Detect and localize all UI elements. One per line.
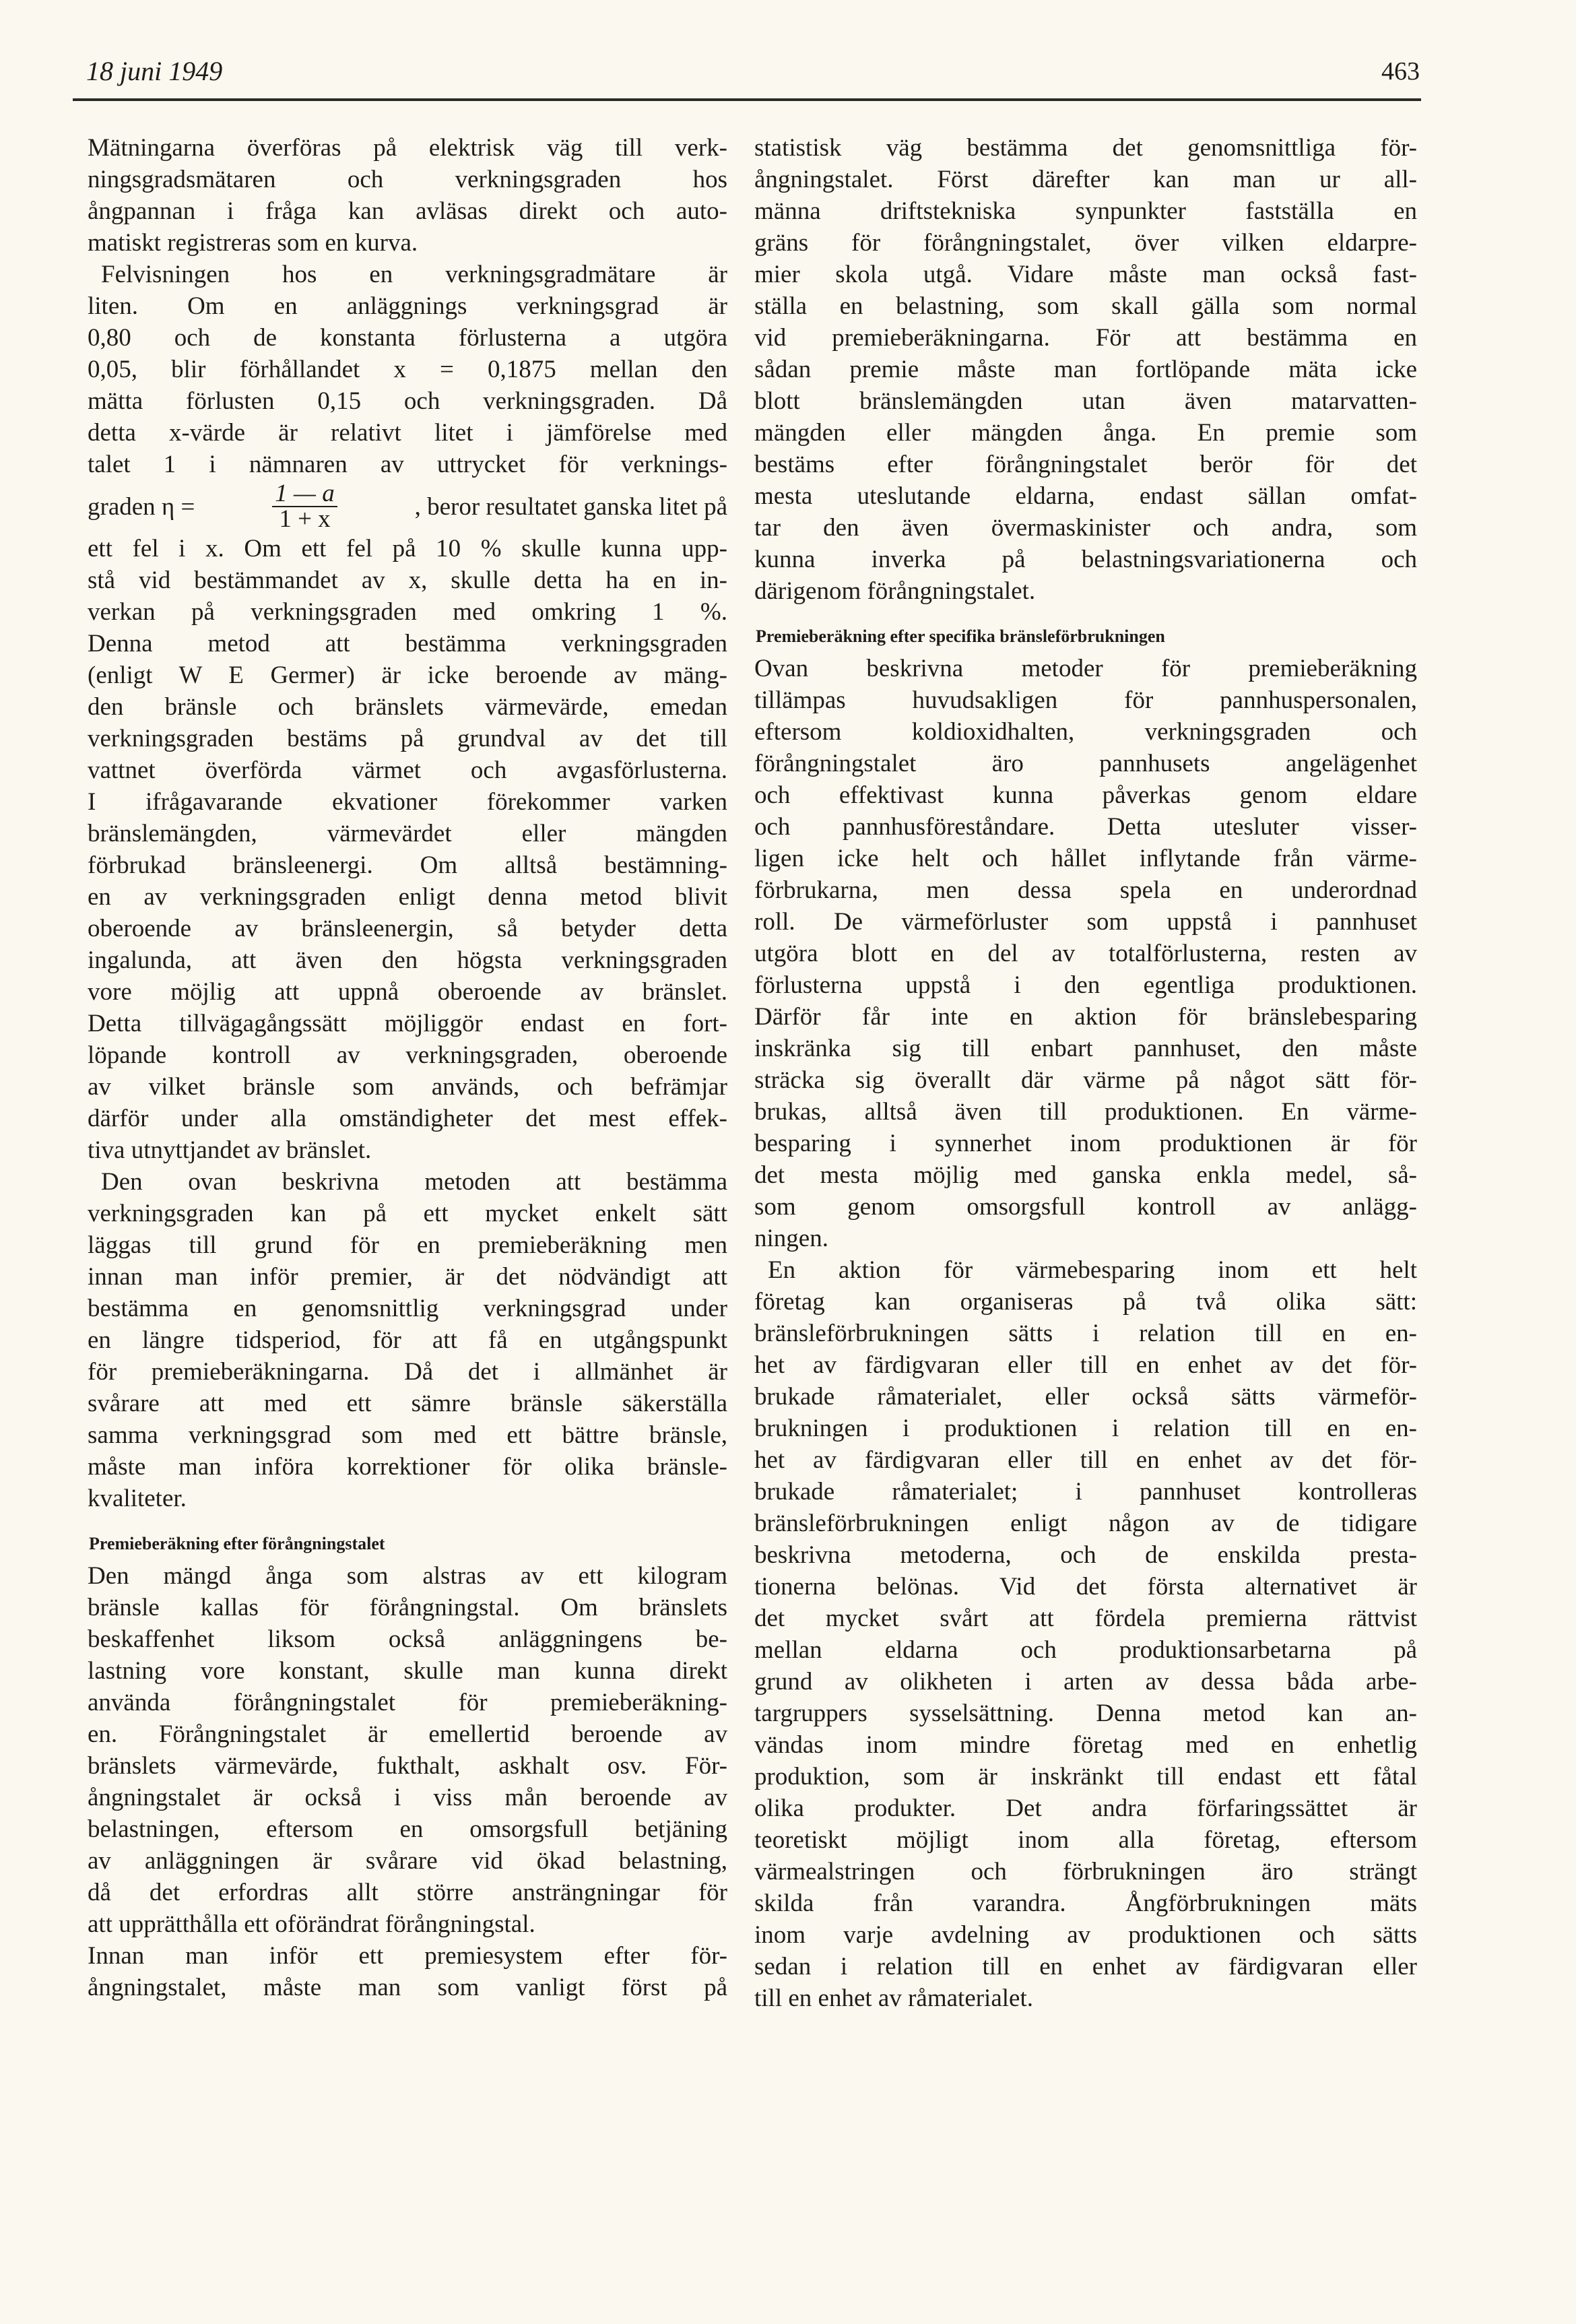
text-line: kvaliteter. <box>88 1485 187 1512</box>
text-line: av anläggningen är svårare vid ökad belastning, <box>88 1847 727 1875</box>
text-line: Mätningarna överföras på elektrisk väg till verk- <box>88 134 727 162</box>
text-line: brukningen i produktionen i relation till en en- <box>754 1415 1417 1442</box>
text-line: mätta förlusten 0,15 och verkningsgraden. Då <box>88 387 727 415</box>
text-line: sträcka sig överallt där värme på något sätt för- <box>754 1066 1417 1094</box>
text-line: bränslemängden, värmevärdet eller mängden <box>88 820 727 847</box>
text-line: sedan i relation till en enhet av färdigvaran eller <box>754 1953 1417 1980</box>
text-line: en av verkningsgraden enligt denna metod blivit <box>88 883 727 911</box>
text-line: Denna metod att bestämma verkningsgraden <box>88 630 727 657</box>
text-line: ångningstalet, måste man som vanligt först på <box>88 1974 727 2001</box>
text-line: ligen icke helt och hållet inflytande från värme- <box>754 845 1417 872</box>
text-line: mesta uteslutande eldarna, endast sällan omfat- <box>754 482 1417 510</box>
text-line: utgöra blott en del av totalförlusterna, resten av <box>754 940 1417 967</box>
text-line: (enligt W E Germer) är icke beroende av mäng- <box>88 661 727 689</box>
text-line: det mesta möjlig med ganska enkla medel, så- <box>754 1161 1417 1189</box>
text-line: verkningsgraden bestäms på grundval av det till <box>88 725 727 752</box>
text-line: av vilket bränsle som används, och befrämjar <box>88 1073 727 1101</box>
text-line: inom varje avdelning av produktionen och sätts <box>754 1921 1417 1949</box>
paragraph <box>754 1254 1417 2014</box>
text-line: bränsleförbrukningen sätts i relation till en en- <box>754 1320 1417 1347</box>
text-line: Detta tillvägagångssätt möjliggör endast en fort- <box>88 1010 727 1037</box>
text-line: Den ovan beskrivna metoden att bestämma <box>101 1168 727 1196</box>
text-line: förlusterna uppstå i den egentliga produktionen. <box>754 971 1417 999</box>
running-header-date: 18 juni 1949 <box>86 56 223 86</box>
text-line: förbrukarna, men dessa spela en underordnad <box>754 876 1417 904</box>
text-line: och pannhusföreståndare. Detta utesluter visser- <box>754 813 1417 841</box>
text-line: Felvisningen hos en verkningsgradmätare är <box>101 261 727 288</box>
text-line: roll. De värmeförluster som uppstå i pannhuset <box>754 908 1417 936</box>
text-line: brukade råmaterialet, eller också sätts värmeför- <box>754 1383 1417 1411</box>
text-line: vid premieberäkningarna. För att bestämma en <box>754 324 1417 352</box>
text-line: matiskt registreras som en kurva. <box>88 229 418 257</box>
text-line: ningsgradsmätaren och verkningsgraden hos <box>88 166 727 193</box>
text-line: vattnet överförda värmet och avgasförlusterna. <box>88 756 727 784</box>
text-line: måste man införa korrektioner för olika bränsle- <box>88 1453 727 1481</box>
text-line: bränsle kallas för förångningstal. Om bränslets <box>88 1594 727 1621</box>
text-line: tar den även övermaskinister och andra, som <box>754 514 1417 542</box>
text-line: ställa en belastning, som skall gälla som normal <box>754 292 1417 320</box>
text-line: 0,05, blir förhållandet x = 0,1875 mellan den <box>88 356 727 383</box>
text-line: skilda från varandra. Ångförbrukningen mäts <box>754 1890 1417 1917</box>
text-line: besparing i synnerhet inom produktionen är för <box>754 1130 1417 1157</box>
paragraph <box>88 132 727 259</box>
fraction-numerator: 1 — a <box>272 482 337 507</box>
left-column <box>88 132 727 2003</box>
text-line: 0,80 och de konstanta förlusterna a utgöra <box>88 324 727 352</box>
text-line: innan man inför premier, är det nödvändigt att <box>88 1263 727 1291</box>
text-line: att upprätthålla ett oförändrat förångningstal. <box>88 1910 535 1938</box>
text-line: mellan eldarna och produktionsarbetarna på <box>754 1636 1417 1664</box>
text-line: vore möjlig att uppnå oberoende av bränslet. <box>88 978 727 1006</box>
text-line: blott bränslemängden utan även matarvatten- <box>754 387 1417 415</box>
page-number: 463 <box>1381 57 1420 86</box>
text-line: Den mängd ånga som alstras av ett kilogram <box>88 1562 727 1590</box>
paragraph <box>754 653 1417 1254</box>
text-line: statistisk väg bestämma det genomsnittliga för- <box>754 134 1417 162</box>
text-line: därför under alla omständigheter det mest effek- <box>88 1105 727 1132</box>
text-line: kunna inverka på belastningsvariationerna och <box>754 546 1417 573</box>
text-line: verkningsgraden kan på ett mycket enkelt sätt <box>88 1200 727 1227</box>
text-line: vändas inom mindre företag med en enhetlig <box>754 1731 1417 1759</box>
text-line: en. Förångningstalet är emellertid beroende av <box>88 1720 727 1748</box>
text-line: använda förångningstalet för premieberäkning- <box>88 1689 727 1716</box>
text-line: då det erfordras allt större ansträngningar för <box>88 1879 727 1906</box>
text-line: stå vid bestämmandet av x, skulle detta ha en in- <box>88 567 727 594</box>
text-line: mängden eller mängden ånga. En premie som <box>754 419 1417 447</box>
text-line: männa driftstekniska synpunkter fastställa en <box>754 197 1417 225</box>
formula-prefix: graden η = <box>88 492 195 521</box>
text-line: ingalunda, att även den högsta verkningsgraden <box>88 946 727 974</box>
text-line: det mycket svårt att fördela premierna rättvist <box>754 1605 1417 1632</box>
text-line: den bränsle och bränslets värmevärde, emedan <box>88 693 727 721</box>
text-line: som genom omsorgsfull kontroll av anlägg- <box>754 1193 1417 1221</box>
text-line: svårare att med ett sämre bränsle säkerställa <box>88 1390 727 1417</box>
text-line: liten. Om en anläggnings verkningsgrad är <box>88 292 727 320</box>
text-line: talet 1 i nämnaren av uttrycket för verknings- <box>88 451 727 478</box>
text-line: Ovan beskrivna metoder för premieberäkning <box>754 655 1417 682</box>
text-line: beskaffenhet liksom också anläggningens be- <box>88 1625 727 1653</box>
text-line: grund av olikheten i arten av dessa båda arbe- <box>754 1668 1417 1696</box>
text-line: förångningstalet äro pannhusets angelägenhet <box>754 750 1417 777</box>
text-line: för premieberäkningarna. Då det i allmänhet är <box>88 1358 727 1386</box>
text-line: inskränka sig till enbart pannhuset, den måste <box>754 1035 1417 1062</box>
text-line: bestäms efter förångningstalet berör för det <box>754 451 1417 478</box>
fraction-denominator: 1 + x <box>279 505 331 533</box>
text-line: verkan på verkningsgraden med omkring 1 %. <box>88 598 727 626</box>
text-line: brukade råmaterialet; i pannhuset kontrolleras <box>754 1478 1417 1506</box>
text-line: olika produkter. Det andra förfaringssättet är <box>754 1795 1417 1822</box>
text-line: tionerna belönas. Vid det första alternativet är <box>754 1573 1417 1601</box>
text-line: targruppers sysselsättning. Denna metod kan an- <box>754 1700 1417 1727</box>
text-line: värmealstringen och förbrukningen äro strängt <box>754 1858 1417 1885</box>
text-line: brukas, alltså även till produktionen. En värme- <box>754 1098 1417 1126</box>
paragraph <box>88 1166 727 1514</box>
text-line: och effektivast kunna påverkas genom eldare <box>754 781 1417 809</box>
right-column <box>754 132 1417 2014</box>
text-line: mier skola utgå. Vidare måste man också fast- <box>754 261 1417 288</box>
text-line: En aktion för värmebesparing inom ett helt <box>768 1256 1417 1284</box>
text-line: bränsleförbrukningen enligt någon av de tidigare <box>754 1510 1417 1537</box>
text-line: ningen. <box>754 1225 828 1252</box>
text-line: oberoende av bränsleenergin, så betyder detta <box>88 915 727 942</box>
text-line: bränslets värmevärde, fukthalt, askhalt osv. För- <box>88 1752 727 1780</box>
text-line: ett fel i x. Om ett fel på 10 % skulle kunna upp- <box>88 535 727 562</box>
text-line: till en enhet av råmaterialet. <box>754 1984 1033 2012</box>
text-line: samma verkningsgrad som med ett bättre bränsle, <box>88 1421 727 1449</box>
text-line: bestämma en genomsnittlig verkningsgrad under <box>88 1295 727 1322</box>
text-line: Innan man inför ett premiesystem efter för- <box>88 1942 727 1970</box>
text-line: produktion, som är inskränkt till endast ett fåtal <box>754 1763 1417 1790</box>
text-line: tiva utnyttjandet av bränslet. <box>88 1136 372 1164</box>
text-line: löpande kontroll av verkningsgraden, oberoende <box>88 1041 727 1069</box>
formula-suffix: , beror resultatet ganska litet på <box>414 492 727 521</box>
paragraph <box>754 132 1417 607</box>
section-heading: Premieberäkning efter specifika bränsleförbrukningen <box>756 626 1165 646</box>
text-line: eftersom koldioxidhalten, verkningsgraden och <box>754 718 1417 746</box>
text-line: gräns för förångningstalet, över vilken eldarpre- <box>754 229 1417 257</box>
text-line: Därför får inte en aktion för bränslebesparing <box>754 1003 1417 1031</box>
formula-line <box>88 480 727 533</box>
header-rule <box>73 98 1421 101</box>
paragraph <box>88 259 727 1166</box>
text-line: het av färdigvaran eller till en enhet av det för- <box>754 1446 1417 1474</box>
text-line: beskrivna metoderna, och de enskilda presta- <box>754 1541 1417 1569</box>
text-line: het av färdigvaran eller till en enhet av det för- <box>754 1351 1417 1379</box>
text-line: därigenom förångningstalet. <box>754 577 1036 605</box>
fraction <box>272 482 337 531</box>
text-line: detta x-värde är relativt litet i jämförelse med <box>88 419 727 447</box>
paragraph <box>88 1560 727 1940</box>
text-line: förbrukad bränsleenergi. Om alltså bestämning- <box>88 851 727 879</box>
text-line: ångpannan i fråga kan avläsas direkt och auto- <box>88 197 727 225</box>
text-line: en längre tidsperiod, för att få en utgångspunkt <box>88 1326 727 1354</box>
text-line: sådan premie måste man fortlöpande mäta icke <box>754 356 1417 383</box>
text-line: belastningen, eftersom en omsorgsfull betjäning <box>88 1815 727 1843</box>
text-line: ångningstalet är också i viss mån beroende av <box>88 1784 727 1811</box>
text-line: företag kan organiseras på två olika sätt: <box>754 1288 1417 1316</box>
text-line: I ifrågavarande ekvationer förekommer varken <box>88 788 727 816</box>
text-line: läggas till grund för en premieberäkning men <box>88 1231 727 1259</box>
text-line: ångningstalet. Först därefter kan man ur all- <box>754 166 1417 193</box>
section-heading: Premieberäkning efter förångningstalet <box>89 1534 385 1553</box>
text-line: lastning vore konstant, skulle man kunna direkt <box>88 1657 727 1685</box>
text-line: teoretiskt möjligt inom alla företag, eftersom <box>754 1826 1417 1854</box>
paragraph <box>88 1940 727 2003</box>
text-line: tillämpas huvudsakligen för pannhuspersonalen, <box>754 686 1417 714</box>
